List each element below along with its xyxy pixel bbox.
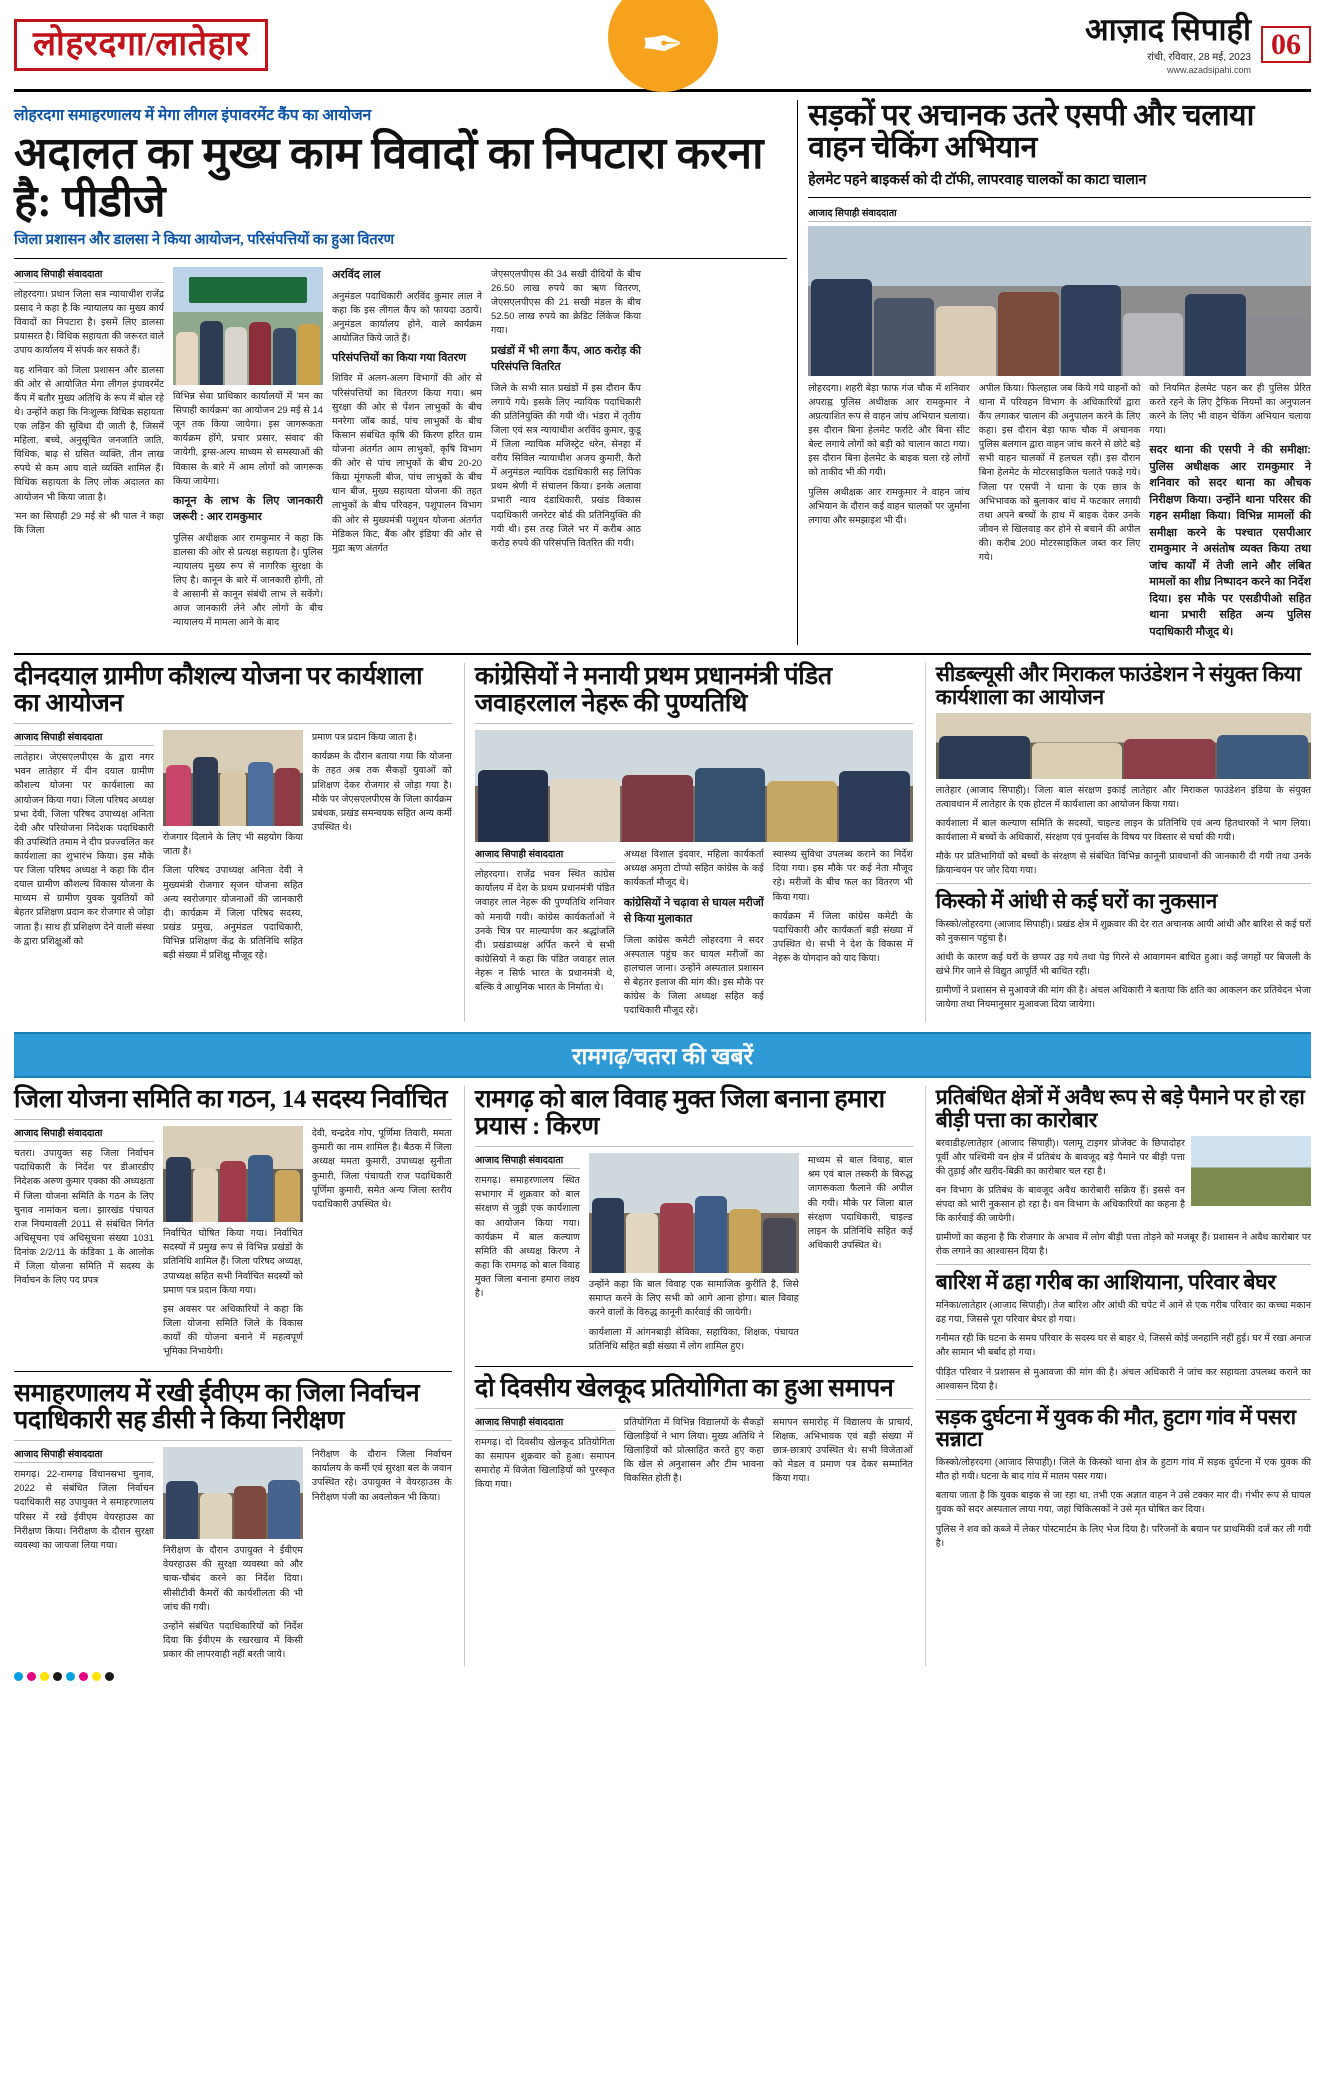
samiti-col2: निर्वाचित घोषित किया गया। निर्वाचित सदस्यों में प्रमुख रूप से विभिन्न प्रखंडों के प्रतिनिधि शामिल हैं। जिला परिषद अध्यक्ष, उपाध्यक्ष सहित सभी निर्वाचित सदस्यों को प्रमाण पत्र प्रदान किया गया। इस अवसर पर अधिकारियों ने कहा कि जिला योजना समिति जिले के विकास कार्यों की योजना बनाने में महत्वपूर्ण भूमिका निभायेगी। (162, 1227, 303, 1357)
right-rail (925, 663, 1311, 1022)
pen-nib-icon: ✒ (608, 0, 718, 92)
section-band: रामगढ़/चतरा की खबरें (14, 1032, 1311, 1078)
durghatna-headline: सड़क दुर्घटना में युवक की मौत, हुटाग गांव में पसरा सन्नाटा (935, 1404, 1296, 1452)
bottom-section (14, 1086, 1311, 1666)
bidi-photo (1191, 1136, 1311, 1206)
brand-date: रांची, रविवार, 28 मई, 2023 (1147, 52, 1251, 63)
bidi-headline: प्रतिबंधित क्षेत्रों में अवैध रूप से बड़े पैमाने पर हो रहा बीड़ी पत्ता का कारोबार (935, 1085, 1305, 1132)
evm-col3: निरीक्षण के दौरान जिला निर्वाचन कार्यालय के कर्मी एवं सुरक्षा बल के जवान उपस्थित रहे। उपायुक्त ने वेयरहाउस के निरीक्षण पंजी का अवलोकन भी किया। (311, 1448, 452, 1502)
lead-kicker: लोहरदगा समाहरणालय में मेगा लीगल इंपावरमेंट कैंप का आयोजन (14, 107, 372, 124)
top-section (14, 100, 1311, 645)
nehru-col2: अध्यक्ष विशाल इंदवार, महिला कार्यकर्ता अध्यक्ष अमृता टोप्पो सहित कांग्रेस के कई कार्यकर्ता मौजूद थे। कांग्रेसियों ने चढ़ावा से घायल मरीजों से किया मुलाकात जिला कांग्रेस कमेटी लोहरदगा ने सदर अस्पताल पहुंच कर घायल मरीजों का हालचाल जाना। उन्होंने अस्पताल प्रशासन से बेहतर इलाज की मांग की। इस मौके पर कांग्रेस के जिला अध्यक्ष सहित कई पदाधिकारी मौजूद रहे। (623, 848, 764, 1016)
registration-dots (14, 1672, 1311, 1681)
samiti-col1: चतरा। उपायुक्त सह जिला निर्वाचन पदाधिकारी के निर्देश पर डीआरडीए निदेशक अरुण कुमार एक्का की अध्यक्षता में जिला योजना समिति के गठन के लिए चुनाव नामांकन चला। झारखंड पंचायत राज नियमावली 2011 से संबंधित निर्गत अधिसूचना एवं अधिसूचना संख्या 1031 दिनांक 2/2/11 के कंडिका 1 के आलोक में जिला योजना समिति में सदस्य के निर्वाचन के लिए पद प्रपत्र (14, 1147, 154, 1286)
page-number: 06 (1261, 26, 1311, 64)
newspaper-logo (588, 0, 738, 84)
nehru-headline: कांग्रेसियों ने मनायी प्रथम प्रधानमंत्री पंडित जवाहरलाल नेहरू की पुण्यतिथि (474, 663, 832, 718)
balvivah-byline: आजाद सिपाही संवाददाता (475, 1153, 580, 1169)
story-samiti (14, 1086, 452, 1666)
khel-col3: समापन समारोह में विद्यालय के प्राचार्य, शिक्षक, अभिभावक एवं बड़ी संख्या में छात्र-छात्राएं उपस्थित थे। सभी विजेताओं को मेडल व प्रमाण पत्र देकर सम्मानित किया गया। (772, 1415, 913, 1484)
barish-body: मनिका/लातेहार (आजाद सिपाही)। तेज बारिश और आंधी की चपेट में आने से एक गरीब परिवार का कच्चा मकान ढह गया, जिससे पूरा परिवार बेघर हो गया। गनीमत रही कि घटना के समय परिवार के सदस्य घर से बाहर थे, जिससे कोई जनहानि नहीं हुई। घर में रखा अनाज और सामान भी बर्बाद हो गया। पीड़ित परिवार ने प्रशासन से मुआवजा की मांग की है। अंचल अधिकारी ने जांच कर सहायता उपलब्ध कराने का आश्वासन दिया है। (935, 1299, 1311, 1391)
sp-col3: को नियमित हेलमेट पहन कर ही पुलिस प्रेरित करते रहने के लिए ट्रैफिक नियमों का अनुपालन करने के लिए भी वाहन चेकिंग अभियान चलाया गया। सदर थाना की एसपी ने की समीक्षा: पुलिस अधीक्षक आर रामकुमार ने शनिवार को सदर थाना का औचक निरीक्षण किया। उन्होंने थाना परिसर की गहन समीक्षा किया। विभिन्न मामलों की समीक्षा करने के पश्चात एसपीआर रामकुमार ने असंतोष व्यक्त किया तथा जांच कार्यों में तेजी लाने और लंबित मामलों का शीघ्र निष्पादन करने का निर्देश दिया। इस मौके पर एसडीपीओ सहित थाना प्रभारी सहित अन्य पुलिस पदाधिकारी मौजूद थे। (1149, 381, 1311, 638)
lead-col2: विभिन्न सेवा प्राधिकार कार्यालयों में 'मन का सिपाही कार्यक्रम' का आयोजन 29 मई से 14 जून तक किया जायेगा। इस जागरूकता कार्यक्रम होंगे, प्रचार प्रसार, संवाद' की जायेगी, ड्रग्स-अल्प माध्यम से समस्याओं की विकास के बारे में आम लोगों को जागरूक किया जायेगा। कानून के लाभ के लिए जानकारी जरूरी : आर रामकुमार पुलिस अधीक्षक आर रामकुमार ने कहा कि डालसा की ओर से प्रत्यक्ष सहायता है। पुलिस न्यायालय मुख्य रूप से नागरिक सुरक्षा के लिए है। कानून के बारे में जानकारी होगी, तो वे आसानी से कानून संबंधी लाभ ले सकेंगे। आज जानकारी लेने और लोगों के बीच न्यायालय में मामला आने के बाद (173, 390, 323, 628)
kaushalya-col3: प्रमाण पत्र प्रदान किया जाता है। कार्यक्रम के दौरान बताया गया कि योजना के तहत अब तक सैकड़ों युवाओं को प्रशिक्षण देकर रोजगार से जोड़ा गया है। मौके पर जेएसएलपीएस के जिला कार्यक्रम प्रबंधक, प्रखंड समन्वयक सहित अन्य कर्मी उपस्थित थे। (311, 731, 452, 832)
sp-story (797, 100, 1311, 645)
balvivah-headline: रामगढ़ को बाल विवाह मुक्त जिला बनाना हमारा प्रयास : किरण (474, 1086, 885, 1141)
sdu-body: लातेहार (आजाद सिपाही)। जिला बाल संरक्षण इकाई लातेहार और मिराकल फाउंडेशन इंडिया के संयुक्त तत्वावधान में लातेहार के एक होटल में कार्यशाला का आयोजन किया गया। कार्यशाला में बाल कल्याण समिति के सदस्यों, चाइल्ड लाइन के प्रतिनिधि एवं अन्य हितधारकों ने भाग लिया। कार्यशाला में बच्चों के अधिकारों, संरक्षण एवं पुनर्वास के विषय पर विस्तार से चर्चा की गयी। मौके पर प्रतिभागियों को बच्चों के संरक्षण से संबंधित विभिन्न कानूनी प्रावधानों की जानकारी दी गयी तथा उनके क्रियान्वयन पर जोर दिया गया। (935, 783, 1311, 876)
bidi-body: बरवाडीह/लातेहार (आजाद सिपाही)। पलामू टाइगर प्रोजेक्ट के छिपादोहर पूर्वी और पश्चिमी वन क्षेत्र में प्रतिबंध के बावजूद बड़े पैमाने पर बीड़ी पत्ता की तुड़ाई और खरीद-बिक्री का कारोबार चल रहा है। वन विभाग के प्रतिबंध के बावजूद अवैध कारोबारी सक्रिय हैं। इससे वन संपदा को भारी नुकसान हो रहा है। वन विभाग के अधिकारियों का कहना है कि कार्रवाई की जायेगी। (935, 1136, 1185, 1224)
khel-col1: रामगढ़। दो दिवसीय खेलकूद प्रतियोगिता का समापन शुक्रवार को हुआ। समापन समारोह में विजेता खिलाड़ियों को पुरस्कृत किया गया। (474, 1435, 615, 1490)
balvivah-col1: रामगढ़। समाहरणालय स्थित सभागार में शुक्रवार को बाल संरक्षण से जुड़ी एक कार्यशाला का आयोजन किया गया। कार्यक्रम में बाल कल्याण समिति की अध्यक्ष किरण ने कहा कि रामगढ़ को बाल विवाह मुक्त जिला बनाना हमारा लक्ष्य है। (474, 1174, 580, 1299)
story-kaushalya (14, 663, 452, 1022)
sdu-photo (936, 713, 1311, 779)
sp-subhead: हेलमेट पहने बाइकर्स को दी टॉफी, लापरवाह चालकों का काटा चालान (808, 172, 1147, 188)
nehru-byline: आजाद सिपाही संवाददाता (475, 847, 615, 863)
balvivah-photo (589, 1153, 799, 1273)
kaushalya-col1: लातेहार। जेएसएलपीएस के द्वारा नगर भवन लातेहार में दीन दयाल ग्रामीण कौशल्य योजना पर कार्यशाला का आयोजन किया गया। जिला परिषद अध्यक्ष प्रभा देवी, जिला परिषद उपाध्यक्ष अनिता देवी और परियोजना निदेशक पदाधिकारी की उपस्थिति तमाम ने दीप प्रज्ज्वलित कर कार्यशाला का शुभारंभ किया। इस मौके पर जिला परिषद अध्यक्ष ने कहा कि दीन दयाल ग्रामीण कौशल्य विकास योजना के माध्यम से ग्रामीण युवक युवतियों को बेहतर प्रशिक्षण प्रदान कर रोजगार से जोड़ा जाता है। साथ ही प्रशिक्षण देने वाली संस्था के द्वारा प्रशिक्षुओं को (14, 751, 154, 946)
evm-col1: रामगढ़। 22-रामगढ़ विधानसभा चुनाव, 2022 से संबंधित जिला निर्वाचन पदाधिकारी सह उपायुक्त ने समाहरणालय परिसर में रखे ईवीएम वेयरहाउस का निरीक्षण किया। निरीक्षण के दौरान सुरक्षा व्यवस्था का जायजा लिया गया। (14, 1468, 154, 1550)
khel-headline: दो दिवसीय खेलकूद प्रतियोगिता का हुआ समापन (474, 1374, 894, 1402)
story-nehru (464, 663, 913, 1022)
samiti-headline: जिला योजना समिति का गठन, 14 सदस्य निर्वाचित (14, 1086, 448, 1114)
khel-col2: प्रतियोगिता में विभिन्न विद्यालयों के सैकड़ों खिलाड़ियों ने भाग लिया। मुख्य अतिथि ने खिलाड़ियों को प्रोत्साहित करते हुए कहा कि खेल से अनुशासन और टीम भावना विकसित होती है। (623, 1415, 764, 1484)
nehru-col3: स्वास्थ्य सुविधा उपलब्ध कराने का निर्देश दिया गया। इस मौके पर कई नेता मौजूद रहे। मरीजों के बीच फल का वितरण भी किया गया। कार्यक्रम में जिला कांग्रेस कमेटी के पदाधिकारी और कार्यकर्ता बड़ी संख्या में उपस्थित थे। सभी ने देश के विकास में नेहरू के योगदान को याद किया। (772, 848, 913, 963)
sdu-headline: सीडब्ल्यूसी और मिराकल फाउंडेशन ने संयुक्त किया कार्यशाला का आयोजन (935, 662, 1301, 709)
middle-section (14, 663, 1311, 1022)
kaushalya-photo (163, 730, 303, 826)
lead-headline: अदालत का मुख्य काम विवादों का निपटारा करना है: पीडीजे (14, 129, 764, 226)
evm-col2: निरीक्षण के दौरान उपायुक्त ने ईवीएम वेयरहाउस की सुरक्षा व्यवस्था को और चाक-चौबंद करने का निर्देश दिया। सीसीटीवी कैमरों की कार्यशीलता की भी जांच की गयी। उन्होंने संबंधित पदाधिकारियों को निर्देश दिया कि ईवीएम के रखरखाव में किसी प्रकार की लापरवाही नहीं बरती जाये। (162, 1544, 303, 1659)
barish-headline: बारिश में ढहा गरीब का आशियाना, परिवार बेघर (935, 1270, 1276, 1295)
balvivah-col3: माध्यम से बाल विवाह, बाल श्रम एवं बाल तस्करी के विरुद्ध जागरूकता फैलाने की अपील की गयी। मौके पर जिला बाल संरक्षण पदाधिकारी, चाइल्ड लाइन के प्रतिनिधि सहित कई अधिकारी उपस्थित थे। (807, 1154, 913, 1250)
lead-byline: आजाद सिपाही संवाददाता (14, 267, 164, 283)
nehru-col1: लोहरदगा। राजेंद्र भवन स्थित कांग्रेस कार्यालय में देश के प्रथम प्रधानमंत्री पंडित जवाहर लाल नेहरू की पुण्यतिथि शनिवार को मनायी गयी। कांग्रेस कार्यकर्ताओं ने उनके चित्र पर माल्यार्पण कर श्रद्धांजलि दी। प्रखंडाध्यक्ष अर्पित करने चे सभी कांग्रेसियों ने कहा कि पंडित जवाहर लाल नेहरू न सिर्फ भारत के प्रधानमंत्री थे, बल्कि वे आधुनिक भारत के निर्माता थे। (474, 868, 615, 993)
samiti-col3: देवी, चन्द्रदेव गोप, पूर्णिमा तिवारी, ममता कुमारी का नाम शामिल है। बैठक में जिला अध्यक्ष ममता कुमारी, उपाध्यक्ष सुनीता कुमारी, जिला पंचायती राज पदाधिकारी पूर्णिमा कुमारी, समेत अन्य जिला स्तरीय पदाधिकारी उपस्थित थे। (311, 1127, 452, 1209)
kaushalya-byline: आजाद सिपाही संवाददाता (14, 730, 154, 746)
andhi-body: किस्को/लोहरदगा (आजाद सिपाही)। प्रखंड क्षेत्र में शुक्रवार की देर रात अचानक आयी आंधी और बारिश से कई घरों को नुकसान पहुंचा है। आंधी के कारण कई घरों के छप्पर उड़ गये तथा पेड़ गिरने से आवागमन बाधित हुआ। कई जगहों पर बिजली के खंभे गिर जाने से विद्युत आपूर्ति भी बाधित रही। ग्रामीणों ने प्रशासन से मुआवजे की मांग की है। अंचल अधिकारी ने बताया कि क्षति का आकलन कर प्रतिवेदन भेजा जायेगा तथा नियमानुसार मुआवजा दिया जायेगा। (935, 917, 1311, 1010)
sp-headline: सड़कों पर अचानक उतरे एसपी और चलाया वाहन चेकिंग अभियान (808, 99, 1255, 165)
bidi-body-cont: ग्रामीणों का कहना है कि रोजगार के अभाव में लोग बीड़ी पत्ता तोड़ने को मजबूर हैं। प्रशासन ने अवैध कारोबार पर रोक लगाने का आश्वासन दिया है। (935, 1231, 1311, 1257)
balvivah-col2: उन्होंने कहा कि बाल विवाह एक सामाजिक कुरीति है, जिसे समाप्त करने के लिए सभी को आगे आना होगा। बाल विवाह करने वालों के विरुद्ध कानूनी कार्रवाई की जायेगी। कार्यशाला में आंगनबाड़ी सेविका, सहायिका, शिक्षक, पंचायत प्रतिनिधि सहित बड़ी संख्या में लोग शामिल हुए। (588, 1278, 799, 1351)
story-balvivah (464, 1086, 913, 1666)
lead-col3: अरविंद लाल अनुमंडल पदाधिकारी अरविंद कुमार लाल ने कहा कि इस लीगल कैंप को फायदा उठायें। अनुमंडल कार्यालय होने, वाले कार्यक्रम आयोजित किये जाते हैं। परिसंपत्तियों का किया गया वितरण शिविर में अलग-अलग विभागों की ओर से परिसंपत्तियों का वितरण किया गया। श्रम सुरक्षा की ओर से पेंशन लाभुकों के बीच मनरेगा जॉब कार्ड, पांच लाभुकों के बीच किसान संबंधित कृषि की किरण हरित ग्राम योजना अंतर्गत आम लाभुकों, कृषि विभाग की ओर से पांच लाभुकों के बीच 20-20 किग्रा मूंगफली बीज, पांच लाभुकों के बीच धान बीज, मुख्य सहायता योजना की तहत लाभुकों के बीच परिवहन, पशुपालन विभाग की ओर से मुख्यमंत्री पशुधन योजना अंतर्गत मेडिकल किट, बैंक और इंडिया की ओर से मुद्रा ऋण अंतर्गत (332, 269, 482, 553)
evm-headline: समाहरणालय में रखी ईवीएम का जिला निर्वाचन पदाधिकारी सह डीसी ने किया निरीक्षण (14, 1380, 420, 1435)
sp-col1: लोहरदगा। शहरी बेड़ा फाफ गंज चौक में शनिवार अपराह्न पुलिस अधीक्षक आर रामकुमार ने अप्रत्याशित रूप से वाहन जांच अभियान चलाया। इस दौरान बिना हेलमेट फर्राटे और बिना सीट बेल्ट लगाये लोगों को बड़ी को चालान काटा गया। इस दौरान बिना हेलमेट के बाइक चला रहे लोगों को ताकीद भी की गयी। पुलिस अधीक्षक आर रामकुमार ने वाहन जांच अभियान के दौरान कई वाहन चालकों पर जुर्माना लगाया और समझाइश भी दी। (808, 381, 970, 525)
brand-name: आज़ाद सिपाही (1084, 12, 1251, 47)
section-title: लोहरदगा/लातेहार (14, 19, 268, 71)
brand-url: www.azadsipahi.com (1166, 65, 1251, 75)
lead-subhead: जिला प्रशासन और डालसा ने किया आयोजन, परिसंपत्तियों का हुआ वितरण (14, 232, 395, 249)
sp-col2: अपील किया। फिलहाल जब किये गये वाहनों को थाना में परिवहन विभाग के अधिकारियों द्वारा कैंप लगाकर चालान की अनुपालन करने के लिए कहा। इस दौरान बेड़ा फाफ चौक में अचानक पुलिस बलगान द्वारा वाहन जांच करने से छोटे बड़े सभी वाहन चालकों में हलचल रही। इस दौरान बिना हेलमेट के मोटरसाइकिल चलाते पकड़े गये। जिला पर एसपी ने थाना के एक छात्र के अभिभावक को बुलाकर बांध में फटकार लगायी तथा अपने बच्चों के हाथ में बाइक देकर उनके जीवन से खिलवाड़ कर होने से बचाने की अपील की। करीब 200 मोटरसाइकिल जब्त कर लिए गये। (978, 381, 1141, 563)
andhi-headline: किस्को में आंधी से कई घरों का नुकसान (935, 889, 1217, 914)
lead-col1: लोहरदगा। प्रधान जिला सत्र न्यायाधीश राजेंद्र प्रसाद ने कहा है कि न्यायालय का मुख्य कार्य विवादों का निपटारा है। इसमें लिए डालसा प्रयासरत है। विधिक सहायता की जरूरत वाले उपाय कार्यालय में संपर्क कर सकते हैं। वह शनिवार को जिला प्रशासन और डालसा की ओर से आयोजित मेगा लीगल इंपावरमेंट कैंप में बतौर मुख्य अतिथि के रूप में बोल रहे थे। उन्होंने कहा कि निःशुल्क विधिक सहायता एक लड़िन की सुविधा दी जाती है, जिसमें महिला, बच्चे, अनुसूचित जनजाति जाति, विधिक, बाढ़ से ग्रसित व्यक्ति, तीन लाख रुपये से कम आय वाले व्यक्ति शामिल हैं। विधिक सहायता के लिए लोक अदालत का आयोजन भी किया जाता है। 'मन का सिपाही 29 मई से' श्री पाल ने कहा कि जिला (14, 288, 164, 535)
kaushalya-headline: दीनदयाल ग्रामीण कौशल्य योजना पर कार्यशाला का आयोजन (14, 663, 423, 718)
samiti-byline: आजाद सिपाही संवाददाता (14, 1126, 154, 1142)
lead-photo (173, 267, 323, 385)
sp-byline: आजाद सिपाही संवाददाता (808, 206, 1311, 222)
lead-col4: जेएसएलपीएस की 34 सखी दीदियों के बीच 26.50 लाख रुपये का ऋण वितरण, जेएसएलपीएस की 21 सखी मंडल के बीच 52.50 लाख रुपये का क्रेडिट लिंकेज किया गया। प्रखंडों में भी लगा कैंप, आठ करोड़ की परिसंपत्ति वितरित जिले के सभी सात प्रखंडों में इस दौरान कैंप लगाये गये। इसके लिए न्यायिक पदाधिकारी की प्रतिनियुक्ति की गयी थी। भंडरा में तृतीय जिला एवं सत्र न्यायाधीश अरविंद कुमार, कुडू में जिला न्यायिक मजिस्ट्रेट धरेन, सेनहा में वरीय सिविल न्यायाधीश अजय कुमारी, कैरो में अनुमंडल न्यायिक दंडाधिकारी सह लिपिक प्रथम श्रेणी में संचालन किया। इनके अलावा प्रभारी न्याय दंडाधिकारी, प्रखंड विकास पदाधिकारी जनरेटर बोर्ड की प्रतिनियुक्ति की गयी थी। इस तरह जिले भर में करीब आठ करोड़ रुपये की परिसंपत्ति वितरित की गयी। (491, 268, 641, 548)
kaushalya-col2: रोजगार दिलाने के लिए भी सहयोग किया जाता है। जिला परिषद उपाध्यक्ष अनिता देवी ने मुख्यमंत्री रोजगार सृजन योजना सहित अन्य स्वरोजगार योजनाओं की जानकारी दी। कार्यक्रम में जिला परिषद सदस्य, प्रखंड प्रमुख, अनुमंडल पदाधिकारी, विभिन्न प्रशिक्षण केंद्र के प्रतिनिधि सहित बड़ी संख्या में प्रशिक्षु मौजूद रहे। (162, 831, 303, 961)
masthead (14, 0, 1311, 92)
bottom-right-rail (925, 1086, 1311, 1666)
samiti-photo (163, 1126, 303, 1222)
durghatna-body: किस्को/लोहरदगा (आजाद सिपाही)। जिले के किस्को थाना क्षेत्र के हुटाग गांव में सड़क दुर्घटना में एक युवक की मौत हो गयी। घटना के बाद गांव में मातम पसर गया। बताया जाता है कि युवक बाइक से जा रहा था, तभी एक अज्ञात वाहन ने उसे टक्कर मार दी। गंभीर रूप से घायल युवक को सदर अस्पताल लाया गया, जहां चिकित्सकों ने उसे मृत घोषित कर दिया। पुलिस ने शव को कब्जे में लेकर पोस्टमार्टम के लिए भेज दिया है। परिजनों के बयान पर प्राथमिकी दर्ज कर ली गयी है। (935, 1456, 1311, 1548)
lead-story (14, 100, 787, 645)
evm-byline: आजाद सिपाही संवाददाता (14, 1447, 154, 1463)
sp-photo (808, 226, 1311, 376)
masthead-brand (1085, 14, 1311, 75)
evm-photo (163, 1447, 303, 1539)
khel-byline: आजाद सिपाही संवाददाता (475, 1415, 615, 1431)
nehru-photo (475, 730, 913, 842)
